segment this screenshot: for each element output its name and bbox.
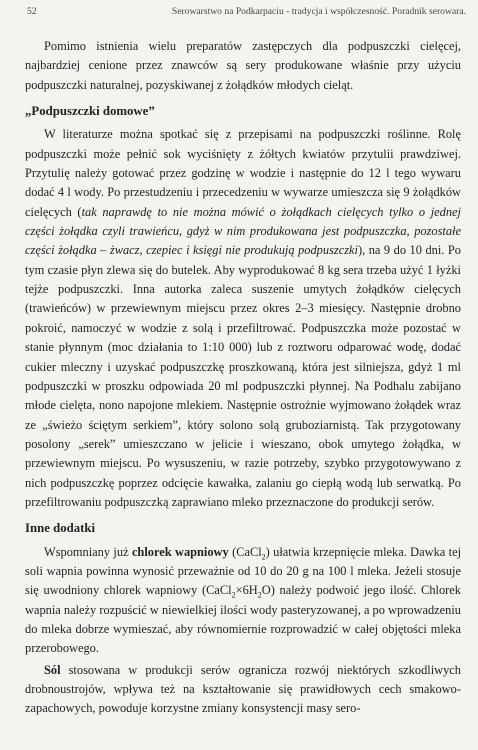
paragraph-text: W literaturze można spotkać się z przepisami na podpuszczki roślinne. Rolę podpuszczki może pełnić sok wyciśnięty z żółtych kwiatów przytulii prawdziwej. Przytulię należy gotować przez godzinę w wodzie i następnie do 12 l tego wywaru dodać 4 l wody. Po przestudzeniu i przecedzeniu w wywarze umieszcza się 9 żołądków cielęcych ( <box>25 127 461 219</box>
page-header <box>27 4 466 20</box>
italic-note: tak naprawdę to nie można mówić o żołądkach cielęcych tylko o jednej części żołądka czyli trawieńcu, gdyż w nim produkowana jest podpuszczka, pozostałe części żołądka – żwacz, czepiec i księgi nie produkują podpuszczki <box>25 204 461 258</box>
section-heading-podpuszczki-domowe: „Podpuszczki domowe” <box>25 104 155 119</box>
paragraph-text: Wspomniany już <box>44 544 132 559</box>
paragraph-text: ) ułatwia krzepnięcie mleka. Dawka tej soli wapnia powinna wynosić przeważnie od 10 do 20 g na 100 l mleka. Jeżeli stosuje się uwodniony chlorek wapniowy (CaCl <box>25 544 462 598</box>
paragraph-text: ), na 9 do 10 dni. Po tym czasie płyn zlewa się do butelek. Aby wyprodukować 8 kg sera trzeba użyć 1 łyżki tejże podpuszczki. Inna autorka zaleca suszenie umytych żołądków cielęcych (trawieńców) w przewiewnym miejscu przez okres 2–3 miesięcy. Następnie drobno pokroić, namoczyć w wodzie z solą i przefiltrować. Podpuszczka może pozostać w stanie płynnym (moc działania to 1:10 000) lub z roztworu odparować wodę, dodać cukier mleczny i uzyskać podpuszczkę proszkowaną, która jest silniejsza, gdyż 1 ml podpuszczki w proszku odpowiada 20 ml podpuszczki płynnej. Na Podhalu zabijano młode cielęta, nono napojone mlekiem. Następnie ostrożnie wyjmowano żołądek wraz ze „świeżo ściętym serkiem”, który solono solą gruboziarnistą. Tak przygotowany posolony „serek” umieszczano w jelicie i wieszano, obok umytego żołądka, w przewiewnym miejscu. Po wysuszeniu, w razie potrzeby, szybko przygotowywano z nich podpuszczkę poprzez odcięcie kawałka, zalaniu go ciepłą wodą lub serwatką. Po przefiltrowaniu podpuszczką zaprawiano mleko przeznaczone do produkcji serów. <box>25 243 461 509</box>
paragraph-text: (CaCl <box>228 544 262 559</box>
subscript: 2 <box>257 590 262 600</box>
page-number: 52 <box>27 6 37 17</box>
subscript: 2 <box>261 552 266 562</box>
paragraph-sol <box>25 661 461 719</box>
page-body <box>25 37 461 719</box>
bold-term: chlorek wapniowy <box>131 544 229 559</box>
bold-term: Sól <box>44 662 61 677</box>
paragraph-chlorek <box>25 543 461 659</box>
running-title: Serowarstwo na Podkarpaciu - tradycja i współczesność. Poradnik serowara. <box>171 6 466 17</box>
paragraph-text: O) należy podwoić jego ilość. Chlorek wapnia należy rozpuścić w niewielkiej ilości wody pasteryzowanej, a po wprowadzeniu do mleka dobrze wymieszać, aby równomiernie rozprowadzić w całej objętości mleka przerobowego. <box>25 583 461 656</box>
subscript: 2 <box>231 590 236 600</box>
paragraph-podpuszczki <box>25 125 461 512</box>
section-heading-inne-dodatki: Inne dodatki <box>25 521 96 536</box>
paragraph-text: ×6H <box>235 583 258 598</box>
paragraph-text: stosowana w produkcji serów ogranicza rozwój niektórych szkodliwych drobnoustrojów, wpływa też na kształtowanie się prawidłowych cech smakowo-zapachowych, powoduje korzystne zmiany konsystencji masy sero- <box>25 662 461 716</box>
paragraph-intro: Pomimo istnienia wielu preparatów zastępczych dla podpuszczki cielęcej, najbardziej cenione przez znawców są sery produkowane właśnie przy użyciu podpuszczki naturalnej, pozyskiwanej z żołądków młodych cieląt. <box>25 39 461 92</box>
